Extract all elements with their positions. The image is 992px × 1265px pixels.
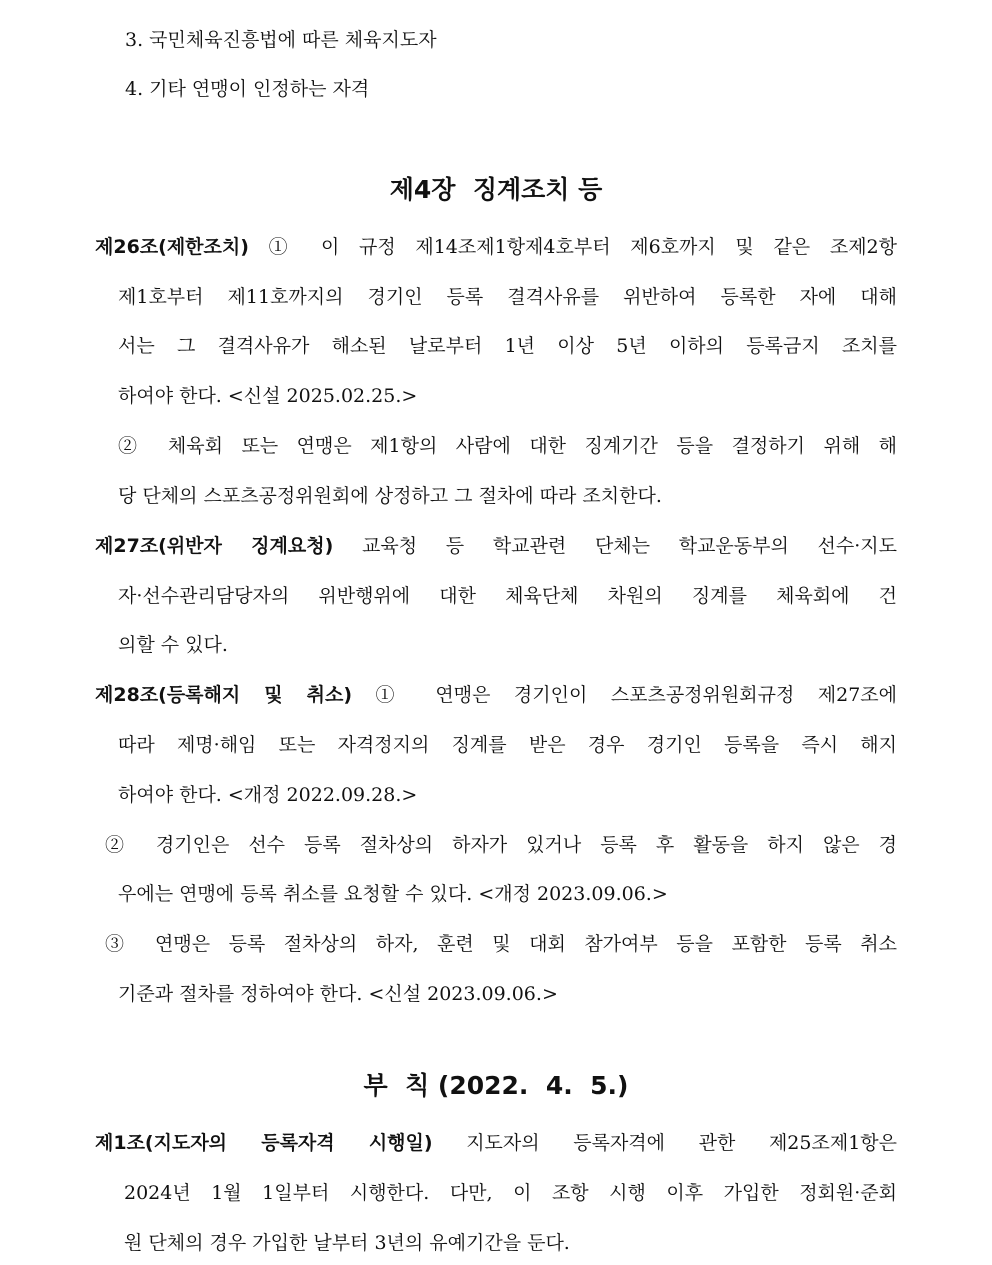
article-28-text-4: ② 경기인은 선수 등록 절차상의 하자가 있거나 등록 후 활동을 하지 않은 경 — [105, 834, 897, 856]
article-28-heading: 제28조(등록해지 및 취소) — [95, 684, 353, 706]
sup-article-1-text-2: 2024년 1월 1일부터 시행한다. 다만, 이 조항 시행 이후 가입한 정회원·준회 — [124, 1182, 897, 1204]
list-item-4: 4. 기타 연맹이 인정하는 자격 — [125, 78, 370, 100]
sup-article-1-first-line — [95, 1131, 897, 1155]
article-26-text-5: ② 체육회 또는 연맹은 제1항의 사람에 대한 징계기간 등을 결정하기 위해 해 — [118, 435, 897, 457]
list-item-3: 3. 국민체육진흥법에 따른 체육지도자 — [125, 29, 437, 51]
article-27-first-line — [95, 534, 897, 558]
article-28-text-7: 기준과 절차를 정하여야 한다. <신설 2023.09.06.> — [118, 983, 558, 1005]
article-27-text-3: 의할 수 있다. — [118, 634, 228, 656]
article-28-first-line — [95, 683, 897, 707]
article-28-text-6: ③ 연맹은 등록 절차상의 하자, 훈련 및 대회 참가여부 등을 포함한 등록 취소 — [105, 933, 897, 955]
article-28-text-3: 하여야 한다. <개정 2022.09.28.> — [118, 784, 418, 806]
chapter-4-title: 제4장 징계조치 등 — [389, 175, 603, 204]
article-27-heading: 제27조(위반자 징계요청) — [95, 535, 334, 557]
article-27-text-2: 자·선수관리담당자의 위반행위에 대한 체육단체 차원의 징계를 체육회에 건 — [118, 585, 897, 607]
article-26-text-6: 당 단체의 스포츠공정위원회에 상정하고 그 절차에 따라 조치한다. — [118, 485, 662, 507]
sup-article-1-text-1: 지도자의 등록자격에 관한 제25조제1항은 — [466, 1132, 897, 1154]
article-28-text-1: ① 연맹은 경기인이 스포츠공정위원회규정 제27조에 — [375, 684, 897, 706]
article-26-text-1: ① 이 규정 제14조제1항제4호부터 제6호까지 및 같은 조제2항 — [268, 236, 897, 258]
article-26-first-line — [95, 235, 897, 259]
sup-article-1-text-3: 원 단체의 경우 가입한 날부터 3년의 유예기간을 둔다. — [124, 1232, 570, 1254]
sup-article-1-heading: 제1조(지도자의 등록자격 시행일) — [95, 1132, 433, 1154]
supplementary-provisions-title: 부 칙 (2022. 4. 5.) — [363, 1071, 629, 1100]
article-26-heading: 제26조(제한조치) — [95, 236, 249, 258]
article-26-text-4: 하여야 한다. <신설 2025.02.25.> — [118, 385, 418, 407]
article-28-text-5: 우에는 연맹에 등록 취소를 요청할 수 있다. <개정 2023.09.06.> — [118, 883, 668, 905]
article-26-text-3: 서는 그 결격사유가 해소된 날로부터 1년 이상 5년 이하의 등록금지 조치를 — [118, 335, 897, 357]
article-27-text-1: 교육청 등 학교관련 단체는 학교운동부의 선수·지도 — [362, 535, 897, 557]
article-28-text-2: 따라 제명·해임 또는 자격정지의 징계를 받은 경우 경기인 등록을 즉시 해지 — [118, 734, 897, 756]
article-26-text-2: 제1호부터 제11호까지의 경기인 등록 결격사유를 위반하여 등록한 자에 대해 — [118, 286, 897, 308]
